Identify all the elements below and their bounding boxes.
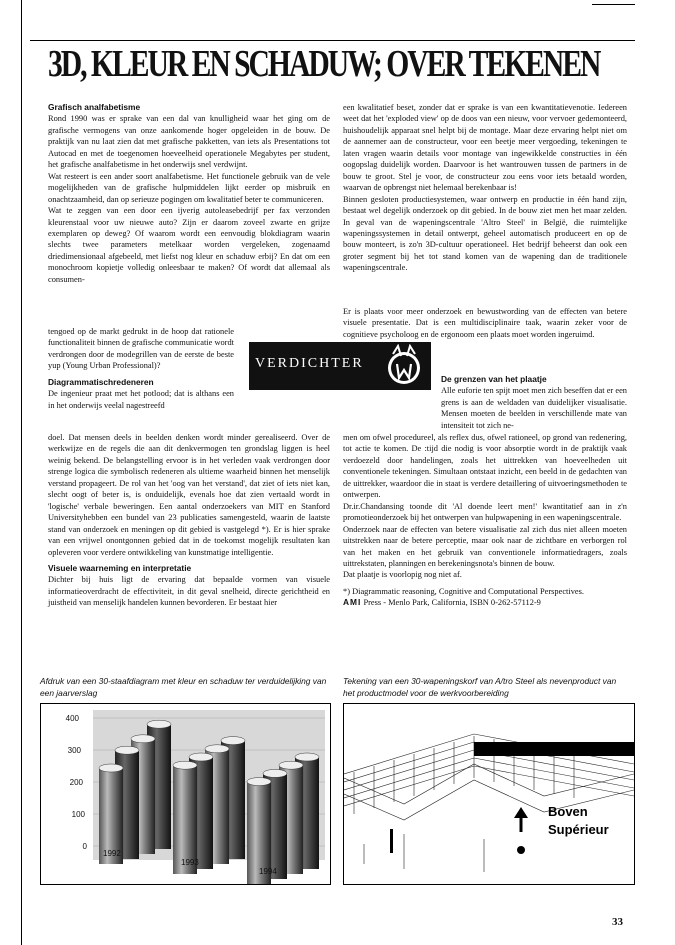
y-tick-label: 100 <box>71 810 85 819</box>
paragraph: tengoed op de markt gedrukt in de hoop dat rationele functionaliteit binnen de grafische communicatie wordt verdrongen door de modegrillen van de eerste de beste yup (Young Urban Professional)? <box>48 327 234 371</box>
page-number: 33 <box>612 916 623 928</box>
left-margin-line <box>21 0 22 945</box>
paragraph: doel. Dat mensen deels in beelden denken wordt minder gerealiseerd. Over de werkwijze en de regels die aan dit denkvermogen ten grondslag liggen is heel weinig bekend. De belangstelling ervoor is in het verleden vaak verdrongen door strenge logica die symbolisch redeneren als ultieme waarheid binnen het menselijk verstand propageert. De rol van het 'oog van het verstand', dat ziet of iets niet kan, slecht oogt of beter is, is onduidelijk, evenals hoe dat zien vertaald wordt in 'logische' verbale beweringen. Een aantal onderzoekers van MIT en Stanford Universityhebben een bundel van 23 publicaties samengesteld, waarin de laatste stand van onderzoek en meningen op dit gebied is vastgelegd *). Er is hier sprake van een vrijwel onontgonnen gebied dat in de toekomst mogelijk resultaten kan opleveren voor verdere ontwikkeling van kunstmatige intelligentie. <box>48 433 330 557</box>
label-superieur: Supérieur <box>548 822 609 837</box>
left-column-bottom <box>48 432 330 609</box>
right-column-line <box>343 306 627 340</box>
verdichter-logo <box>249 342 431 390</box>
left-column-top <box>48 102 330 285</box>
paragraph: Binnen gesloten productiesystemen, waar ontwerp en productie in één hand zijn, bestaat wel degelijk onderzoek op dit gebied. In de bouw ziet men het maar zelden. In geval van de wapeningscentrale 'Altro Steel' in België, die ruimtelijke wapeningssystemen in detail ontwerpt, geheel automatisch produceert en op de bouw monteert, is zo'n 3D-cultuur operationeel. Het bedrijf beheerst dan ook een groter segment bij het tot stand komen van de wapening dan de traditionele wapeningscentrale. <box>343 194 627 273</box>
bar-cap <box>189 753 213 761</box>
label-boven: Boven <box>548 804 588 819</box>
paragraph: Dr.ir.Chandansing toonde dit 'Al doende leert men!' kwantitatief aan in z'n promotieonderzoek bij het ontwerpen van hulpwapening in een wapeningscentrale. <box>343 501 627 523</box>
x-tick-label: 1993 <box>181 858 199 867</box>
vertical-marker <box>390 829 393 853</box>
x-tick-label: 1994 <box>259 867 277 876</box>
chart-y-ticks <box>66 714 88 851</box>
logo-text: VERDICHTER <box>255 356 364 371</box>
heading-diagrammatisch-redeneren: Diagrammatischredeneren <box>48 376 154 387</box>
dot-marker-icon <box>517 846 525 854</box>
bar-cap <box>205 745 229 753</box>
top-rule <box>30 40 635 41</box>
paragraph: Wat resteert is een ander soort analfabetisme. Het functionele gebruik van de vele mogelijkheden van de grafische hulpmiddelen lijkt eerder op misbruik en onachtzaamheid, dan op serieuze pogingen om kwalitatief beter te communiceren. <box>48 171 330 204</box>
right-column-bottom <box>343 432 627 609</box>
corner-rule <box>592 4 635 5</box>
paragraph: Dat plaatje is voorlopig nog niet af. <box>343 570 462 580</box>
paragraph: een kwalitatief beset, zonder dat er sprake is van een kwantitatievenotie. Iedereen weet dat het 'exploded view' op de doos van een nieuw, voor vervoer gedemonteerd, huishoudelijk apparaat snel helpt bij de montage. Maar deze ervaring helpt niet om de aannemer aan de constructeur, voor een beetje meer vergoeding, tekeningen te laten vragen waarin details voor montage van ingewikkelde constructies in één oogopslag duidelijk worden. Daarvoor is het wantrouwen tussen de partners in de bouw te groot. Stel je voor, de constructeur zou eens voor iets betaald worden, waarvan de opbrengst niet helemaal berekenbaar is! <box>343 103 627 193</box>
bar-cap <box>131 735 155 743</box>
paragraph: men om ofwel procedureel, als reflex dus, ofwel rationeel, op grond van redenering, tot actie te komen. De :tijd die nodig is voor absorptie wordt in de praktijk vaak verdoezeld door handelingen, zoals het uittrekken van hoeveelheden uit conventionele tekeningen. Simultaan ontstaat inzicht, een beeld in de gedachten van de uittrekker, waardoor die in staat is verdere detaillering of uitvoeringsmethoden te ontwerpen. <box>343 433 627 500</box>
arrow-up-icon <box>514 807 528 832</box>
rebar-drawing <box>344 704 634 884</box>
footnote-publisher-rest: Press - Menlo Park, California, ISBN 0-262-57112-9 <box>361 598 541 608</box>
heading-grafisch-analfabetisme: Grafisch analfabetisme <box>48 102 141 112</box>
y-tick-label: 300 <box>67 746 81 755</box>
paragraph: Alle euforie ten spijt moet men zich beseffen dat er een grens is aan de weldaden van duidelijker visualisatie. Mensen moeten de beelden in verschillende mate van intensiteit tot zich ne- <box>441 386 627 430</box>
heading-grenzen-plaatje: De grenzen van het plaatje <box>441 374 547 384</box>
paragraph: Er is plaats voor meer onderzoek en bewustwording van de effecten van betere visuele presentatie. Dat is een multidisciplinaire taak, waarin zeker voor de cognitieve psycholoog en de ergonoom een plaats moet worden ingeruimd. <box>343 307 627 339</box>
bar-cap <box>173 761 197 769</box>
y-tick-label: 400 <box>65 714 79 723</box>
footnote-line-1: *) Diagrammatic reasoning, Cognitive and Computational Perspectives. <box>343 586 584 596</box>
paragraph: De ingenieur praat met het potlood; dat is althans een in het onderwijs veelal nagestreefd <box>48 389 234 410</box>
caption-left: Afdruk van een 30-staafdiagram met kleur en schaduw ter verduidelijking van een jaarverslag <box>40 676 327 698</box>
paragraph: Onderzoek naar de effecten van betere visualisatie zal zich dus niet alleen moeten uitstrekken naar de betere perceptie, maar ook naar de zichtbare en verborgen rol van het maken en het gebruik van conventionele informatiedragers, zoals uittrekstaten, planningen en berekeningsnota's binnen de bouw. <box>343 524 627 568</box>
right-column-top <box>343 102 627 274</box>
bar-cap <box>115 746 139 754</box>
paragraph: Wat te zeggen van een door een ijverig autoleasebedrijf per fax verzonden kleurenstaal voor uw nieuwe auto? Zijn er daarom zoveel zwarte en grijze exemplaren op deweg? Of waarom wordt een eenvoudig blokdiagram waarin slechts twee parameters metelkaar worden vergeleken, zogenaamd driedimensionaal afgebeeld, met liefst nog kleur en schaduw erbij? En dat om een monochroom kopietje volledig onleesbaar te maken? Of wordt dat allemaal als consumen- <box>48 206 330 284</box>
page-title: 3D, KLEUR EN SCHADUW; OVER TEKENEN <box>48 43 600 85</box>
footnote <box>343 586 627 609</box>
caption-right: Tekening van een 30-wapeningskorf van A/tro Steel als nevenproduct van het productmodel voor de werkvoorbereiding <box>343 676 617 698</box>
left-column-wrap <box>48 326 234 411</box>
bar-chart <box>41 704 330 884</box>
rebar-figure <box>343 703 635 885</box>
bar-cap <box>279 761 303 769</box>
chart-figure <box>40 703 331 885</box>
y-tick-label: 0 <box>82 842 87 851</box>
y-tick-label: 200 <box>69 778 83 787</box>
paragraph: Rond 1990 was er sprake van een dal van knulligheid waar het ging om de grafische vermogens van onze aankomende hoger opgeleiden in de bouw. De praktijk van nu laat zien dat met grafische pakketten, van iets als Presentations tot Autocad en met de toegenomen hoeveelheid operationele Megabytes per student, het grafische analfabetisme in het onderwijs snel verdwijnt. <box>48 114 330 170</box>
bar-cap <box>99 764 123 772</box>
bar-cap <box>221 737 245 745</box>
bar-cap <box>247 778 271 786</box>
fox-emblem-icon <box>381 344 427 388</box>
footnote-line-2 <box>343 597 627 609</box>
x-tick-label: 1992 <box>103 849 121 858</box>
bar-cap <box>147 720 171 728</box>
bar-cap <box>295 753 319 761</box>
bar-cap <box>263 769 287 777</box>
footnote-publisher: AMI <box>343 597 362 608</box>
right-column-wrap <box>441 374 627 431</box>
black-bar <box>474 742 634 756</box>
paragraph: Dichter bij huis ligt de ervaring dat bepaalde vormen van visuele informatieoverdracht de effectiviteit, in dit geval snelheid, directe gerichtheid en juistheid van menselijk handelen kunnen bevorderen. Er bestaat hier <box>48 575 330 608</box>
heading-visuele-waarneming: Visuele waarneming en interpretatie <box>48 562 192 573</box>
